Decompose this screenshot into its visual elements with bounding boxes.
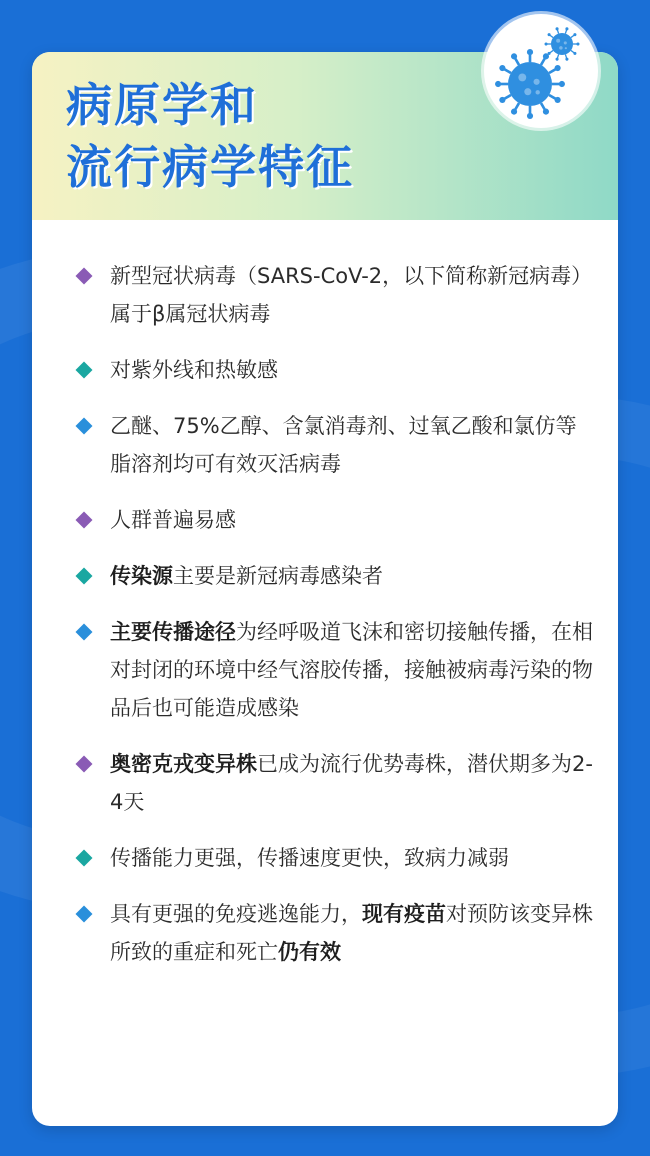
body-text: 主要是新冠病毒感染者 [173, 564, 383, 588]
list-item-text [110, 839, 594, 877]
list-item [74, 501, 594, 539]
page-title [66, 74, 354, 198]
diamond-bullet-icon [76, 624, 93, 641]
title-line-2: 流行病学特征 [66, 140, 354, 194]
body-text: 乙醚、75%乙醇、含氯消毒剂、过氧乙酸和氯仿等脂溶剂均可有效灭活病毒 [110, 414, 577, 476]
diamond-bullet-icon [76, 850, 93, 867]
body-text: 具有更强的免疫逃逸能力， [110, 902, 362, 926]
diamond-bullet-icon [76, 568, 93, 585]
list-item-text [110, 501, 594, 539]
diamond-bullet-icon [76, 906, 93, 923]
emphasis-text: 传染源 [110, 564, 173, 588]
emphasis-text: 现有疫苗 [362, 902, 446, 926]
virus-badge [484, 14, 598, 128]
list-item-text [110, 745, 594, 821]
list-item-text [110, 557, 594, 595]
virus-icon [495, 49, 565, 119]
diamond-bullet-icon [76, 268, 93, 285]
list-item [74, 351, 594, 389]
diamond-bullet-icon [76, 418, 93, 435]
list-item [74, 407, 594, 483]
list-item [74, 257, 594, 333]
emphasis-text: 仍有效 [278, 940, 341, 964]
body-text: 对预防该变异株所致的重症和死亡 [110, 902, 593, 964]
body-text: 传播能力更强，传播速度更快，致病力减弱 [110, 846, 509, 870]
emphasis-text: 主要传播途径 [110, 620, 236, 644]
diamond-bullet-icon [76, 756, 93, 773]
virus-illustration [484, 14, 598, 128]
list-item-text [110, 407, 594, 483]
feature-list [74, 257, 594, 971]
list-item-text [110, 613, 594, 727]
body-text: 对紫外线和热敏感 [110, 358, 278, 382]
title-line-1: 病原学和 [66, 78, 258, 132]
list-item [74, 839, 594, 877]
list-item-text [110, 895, 594, 971]
body-text: 人群普遍易感 [110, 508, 236, 532]
list-item-text [110, 351, 594, 389]
info-card [32, 52, 618, 1126]
list-item-text [110, 257, 594, 333]
body-text: 为经呼吸道飞沫和密切接触传播，在相对封闭的环境中经气溶胶传播，接触被病毒污染的物品后也可能造成感染 [110, 620, 593, 720]
body-text: 已成为流行优势毒株，潜伏期多为2-4天 [110, 752, 593, 814]
diamond-bullet-icon [76, 512, 93, 529]
emphasis-text: 奥密克戎变异株 [110, 752, 257, 776]
virus-icon [545, 27, 580, 60]
list-item [74, 745, 594, 821]
body-text: 新型冠状病毒（SARS-CoV-2，以下简称新冠病毒）属于β属冠状病毒 [110, 264, 593, 326]
list-item [74, 613, 594, 727]
diamond-bullet-icon [76, 362, 93, 379]
list-item [74, 895, 594, 971]
list-item [74, 557, 594, 595]
